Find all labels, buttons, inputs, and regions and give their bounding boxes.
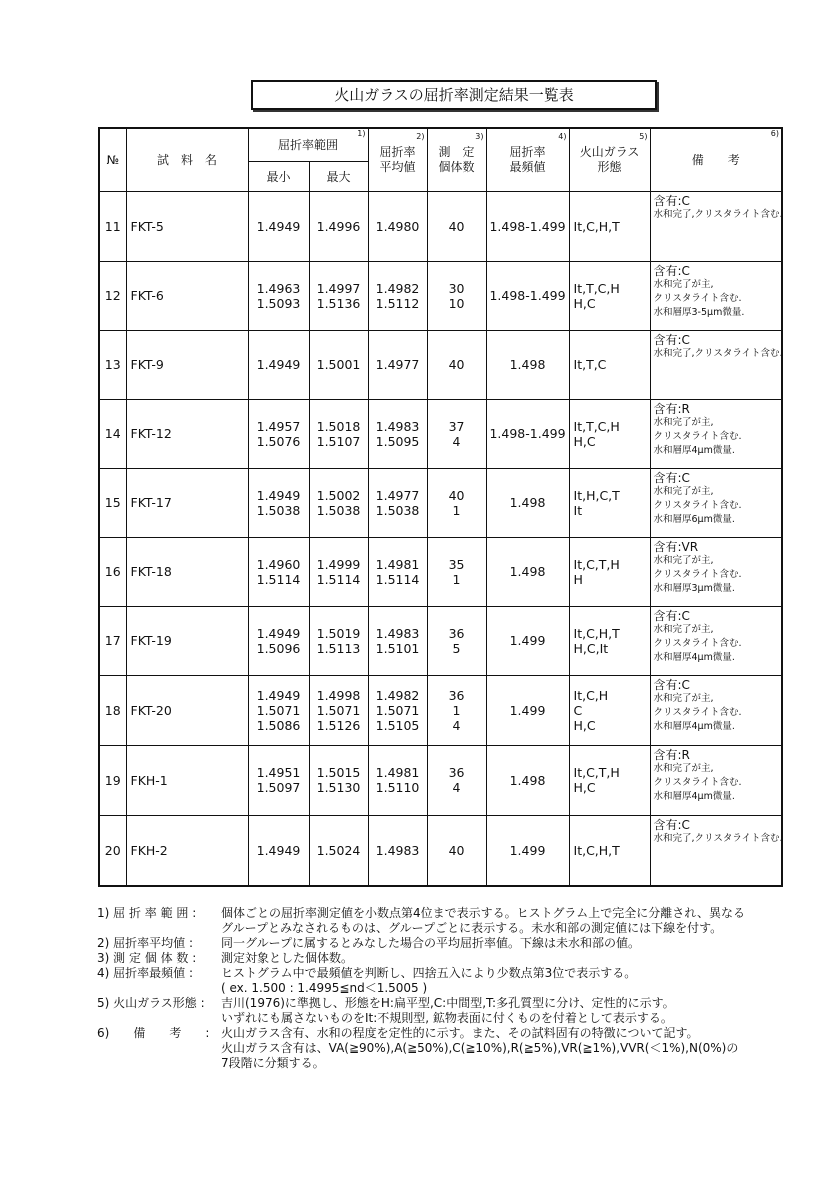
cell-max: 1.4996	[309, 191, 368, 261]
cell-count: 36 4	[427, 745, 486, 815]
cell-max: 1.4997 1.5136	[309, 261, 368, 330]
cell-min: 1.4949	[248, 330, 309, 399]
table-row	[99, 191, 782, 261]
footnote-label: 1) 屈 折 率 範 囲 :	[97, 906, 197, 920]
cell-min: 1.4949	[248, 191, 309, 261]
cell-mode: 1.498	[486, 468, 569, 537]
cell-max: 1.4999 1.5114	[309, 537, 368, 606]
cell-count: 40	[427, 815, 486, 886]
footnote-text: 吉川(1976)に準拠し、形態をH:扁平型,C:中間型,T:多孔質型に分け、定性的に示す。 いずれにも属さないものをIt:不規則型, 鉱物表面に付くものを付着として表示する。	[221, 996, 675, 1025]
page-title: 火山ガラスの屈折率測定結果一覧表	[251, 80, 657, 110]
cell-mode: 1.499	[486, 675, 569, 745]
footnotes	[97, 906, 797, 1071]
cell-count: 30 10	[427, 261, 486, 330]
cell-sample-name: FKT-18	[126, 537, 248, 606]
cell-form: It,C,T,H H,C	[569, 745, 650, 815]
cell-form: It,C,H C H,C	[569, 675, 650, 745]
cell-mean: 1.4982 1.5112	[368, 261, 427, 330]
cell-remarks	[650, 675, 782, 745]
cell-min: 1.4960 1.5114	[248, 537, 309, 606]
remarks-line: 水和完了が主,	[653, 416, 714, 428]
remarks-line: 水和完了,クリスタライト含む.	[653, 208, 783, 220]
header-no: №	[99, 128, 126, 191]
remarks-line: クリスタライト含む.	[653, 430, 742, 442]
cell-form: It,H,C,T It	[569, 468, 650, 537]
cell-remarks	[650, 191, 782, 261]
cell-mean: 1.4977 1.5038	[368, 468, 427, 537]
cell-count: 36 1 4	[427, 675, 486, 745]
cell-max: 1.5024	[309, 815, 368, 886]
footnote	[97, 906, 797, 936]
cell-min: 1.4951 1.5097	[248, 745, 309, 815]
cell-no: 14	[99, 399, 126, 468]
cell-no: 18	[99, 675, 126, 745]
cell-no: 13	[99, 330, 126, 399]
cell-remarks	[650, 606, 782, 675]
cell-min: 1.4963 1.5093	[248, 261, 309, 330]
remarks-content: 含有:R	[653, 747, 690, 762]
cell-no: 11	[99, 191, 126, 261]
cell-remarks	[650, 330, 782, 399]
cell-mode: 1.498-1.499	[486, 261, 569, 330]
remarks-content: 含有:C	[653, 332, 690, 347]
cell-count: 40	[427, 330, 486, 399]
remarks-line: クリスタライト含む.	[653, 292, 742, 304]
remarks-line: 水和層厚6μm微量.	[653, 513, 735, 525]
cell-sample-name: FKT-19	[126, 606, 248, 675]
footnote-text: 火山ガラス含有、水和の程度を定性的に示す。また、その試料固有の特徴について記す。 火山ガラス含有は、VA(≧90%),A(≧50%),C(≧10%),R(≧5%),VR(≧1%),VVR(＜1%),N(0%)の 7段階に分類する。	[221, 1026, 739, 1070]
footnote-label: 4) 屈折率最頻値 :	[97, 966, 193, 980]
remarks-line: 水和完了が主,	[653, 692, 714, 704]
remarks-content: 含有:VR	[653, 539, 699, 554]
cell-mode: 1.499	[486, 606, 569, 675]
footnote-text: 測定対象とした個体数。	[221, 951, 354, 965]
cell-remarks	[650, 815, 782, 886]
cell-max: 1.5019 1.5113	[309, 606, 368, 675]
cell-no: 15	[99, 468, 126, 537]
cell-mean: 1.4983 1.5095	[368, 399, 427, 468]
remarks-content: 含有:C	[653, 817, 690, 832]
footnote	[97, 1026, 797, 1071]
remarks-line: 水和層厚3-5μm微量.	[653, 306, 745, 318]
remarks-line: 水和層厚4μm微量.	[653, 651, 735, 663]
cell-mode: 1.499	[486, 815, 569, 886]
remarks-content: 含有:C	[653, 470, 690, 485]
cell-mean: 1.4977	[368, 330, 427, 399]
remarks-line: 水和層厚4μm微量.	[653, 790, 735, 802]
header-mean: 屈折率 平均値 2)	[368, 128, 427, 191]
cell-remarks	[650, 468, 782, 537]
footnote-text: 個体ごとの屈折率測定値を小数点第4位まで表示する。ヒストグラム上で完全に分離され、異なる グループとみなされるものは、グループごとに表示する。未水和部の測定値には下線を付す。	[221, 906, 745, 935]
footnote-label: 6) 備 考 :	[97, 1026, 210, 1040]
cell-max: 1.5015 1.5130	[309, 745, 368, 815]
cell-mode: 1.498	[486, 330, 569, 399]
cell-count: 40 1	[427, 468, 486, 537]
cell-no: 16	[99, 537, 126, 606]
cell-no: 19	[99, 745, 126, 815]
remarks-content: 含有:R	[653, 401, 690, 416]
footnote-label: 3) 測 定 個 体 数 :	[97, 951, 197, 965]
remarks-line: クリスタライト含む.	[653, 568, 742, 580]
cell-remarks	[650, 537, 782, 606]
cell-sample-name: FKH-2	[126, 815, 248, 886]
cell-sample-name: FKT-5	[126, 191, 248, 261]
footnote-label: 2) 屈折率平均値 :	[97, 936, 193, 950]
cell-sample-name: FKT-12	[126, 399, 248, 468]
footnote	[97, 951, 797, 966]
cell-sample-name: FKT-6	[126, 261, 248, 330]
cell-no: 20	[99, 815, 126, 886]
remarks-line: 水和完了が主,	[653, 554, 714, 566]
remarks-line: 水和完了が主,	[653, 485, 714, 497]
table-row	[99, 399, 782, 468]
remarks-line: 水和完了が主,	[653, 278, 714, 290]
cell-min: 1.4949 1.5071 1.5086	[248, 675, 309, 745]
cell-mean: 1.4980	[368, 191, 427, 261]
remarks-content: 含有:C	[653, 193, 690, 208]
table-row	[99, 261, 782, 330]
results-table	[98, 127, 783, 887]
table-row	[99, 745, 782, 815]
cell-form: It,C,H,T H,C,It	[569, 606, 650, 675]
cell-remarks	[650, 745, 782, 815]
cell-mean: 1.4981 1.5114	[368, 537, 427, 606]
cell-min: 1.4957 1.5076	[248, 399, 309, 468]
table-row	[99, 537, 782, 606]
cell-remarks	[650, 399, 782, 468]
cell-min: 1.4949	[248, 815, 309, 886]
remarks-content: 含有:C	[653, 677, 690, 692]
header-sample: 試 料 名	[126, 128, 248, 191]
remarks-line: クリスタライト含む.	[653, 499, 742, 511]
cell-min: 1.4949 1.5038	[248, 468, 309, 537]
table-row	[99, 468, 782, 537]
cell-max: 1.5018 1.5107	[309, 399, 368, 468]
cell-no: 17	[99, 606, 126, 675]
footnote-text: ヒストグラム中で最頻値を判断し、四捨五入により少数点第3位で表示する。 ( ex. 1.500 : 1.4995≦nd＜1.5005 )	[221, 966, 637, 995]
remarks-line: クリスタライト含む.	[653, 706, 742, 718]
cell-remarks	[650, 261, 782, 330]
cell-form: It,C,H,T	[569, 815, 650, 886]
remarks-line: 水和層厚4μm微量.	[653, 720, 735, 732]
table-row	[99, 675, 782, 745]
cell-mode: 1.498-1.499	[486, 191, 569, 261]
cell-form: It,T,C,H H,C	[569, 399, 650, 468]
cell-form: It,C,T,H H	[569, 537, 650, 606]
remarks-content: 含有:C	[653, 263, 690, 278]
cell-form: It,T,C,H H,C	[569, 261, 650, 330]
remarks-line: クリスタライト含む.	[653, 637, 742, 649]
header-min: 最小	[248, 161, 309, 191]
footnote-label: 5) 火山ガラス形態 :	[97, 996, 205, 1010]
remarks-content: 含有:C	[653, 608, 690, 623]
remarks-line: 水和層厚3μm微量.	[653, 582, 735, 594]
cell-sample-name: FKH-1	[126, 745, 248, 815]
remarks-line: 水和層厚4μm微量.	[653, 444, 735, 456]
footnote	[97, 996, 797, 1026]
cell-count: 40	[427, 191, 486, 261]
header-count: 測 定 個体数 3)	[427, 128, 486, 191]
cell-mode: 1.498-1.499	[486, 399, 569, 468]
header-form: 火山ガラス 形態 5)	[569, 128, 650, 191]
cell-count: 35 1	[427, 537, 486, 606]
table-row	[99, 330, 782, 399]
cell-sample-name: FKT-17	[126, 468, 248, 537]
table-row	[99, 815, 782, 886]
cell-form: It,T,C	[569, 330, 650, 399]
header-range: 屈折率範囲 1)	[248, 128, 368, 161]
cell-min: 1.4949 1.5096	[248, 606, 309, 675]
cell-mode: 1.498	[486, 745, 569, 815]
header-remarks: 備 考 6)	[650, 128, 782, 191]
cell-mean: 1.4982 1.5071 1.5105	[368, 675, 427, 745]
footnote	[97, 936, 797, 951]
cell-max: 1.5002 1.5038	[309, 468, 368, 537]
header-max: 最大	[309, 161, 368, 191]
remarks-line: 水和完了が主,	[653, 762, 714, 774]
cell-count: 37 4	[427, 399, 486, 468]
cell-mean: 1.4983 1.5101	[368, 606, 427, 675]
footnote-text: 同一グループに属するとみなした場合の平均屈折率値。下線は未水和部の値。	[221, 936, 641, 950]
remarks-line: 水和完了,クリスタライト含む.	[653, 832, 783, 844]
header-mode: 屈折率 最頻値 4)	[486, 128, 569, 191]
remarks-line: クリスタライト含む.	[653, 776, 742, 788]
cell-sample-name: FKT-9	[126, 330, 248, 399]
cell-mean: 1.4983	[368, 815, 427, 886]
remarks-line: 水和完了が主,	[653, 623, 714, 635]
remarks-line: 水和完了,クリスタライト含む.	[653, 347, 783, 359]
cell-sample-name: FKT-20	[126, 675, 248, 745]
cell-mode: 1.498	[486, 537, 569, 606]
table-row	[99, 606, 782, 675]
cell-no: 12	[99, 261, 126, 330]
cell-form: It,C,H,T	[569, 191, 650, 261]
cell-mean: 1.4981 1.5110	[368, 745, 427, 815]
cell-count: 36 5	[427, 606, 486, 675]
footnote	[97, 966, 797, 996]
cell-max: 1.4998 1.5071 1.5126	[309, 675, 368, 745]
cell-max: 1.5001	[309, 330, 368, 399]
